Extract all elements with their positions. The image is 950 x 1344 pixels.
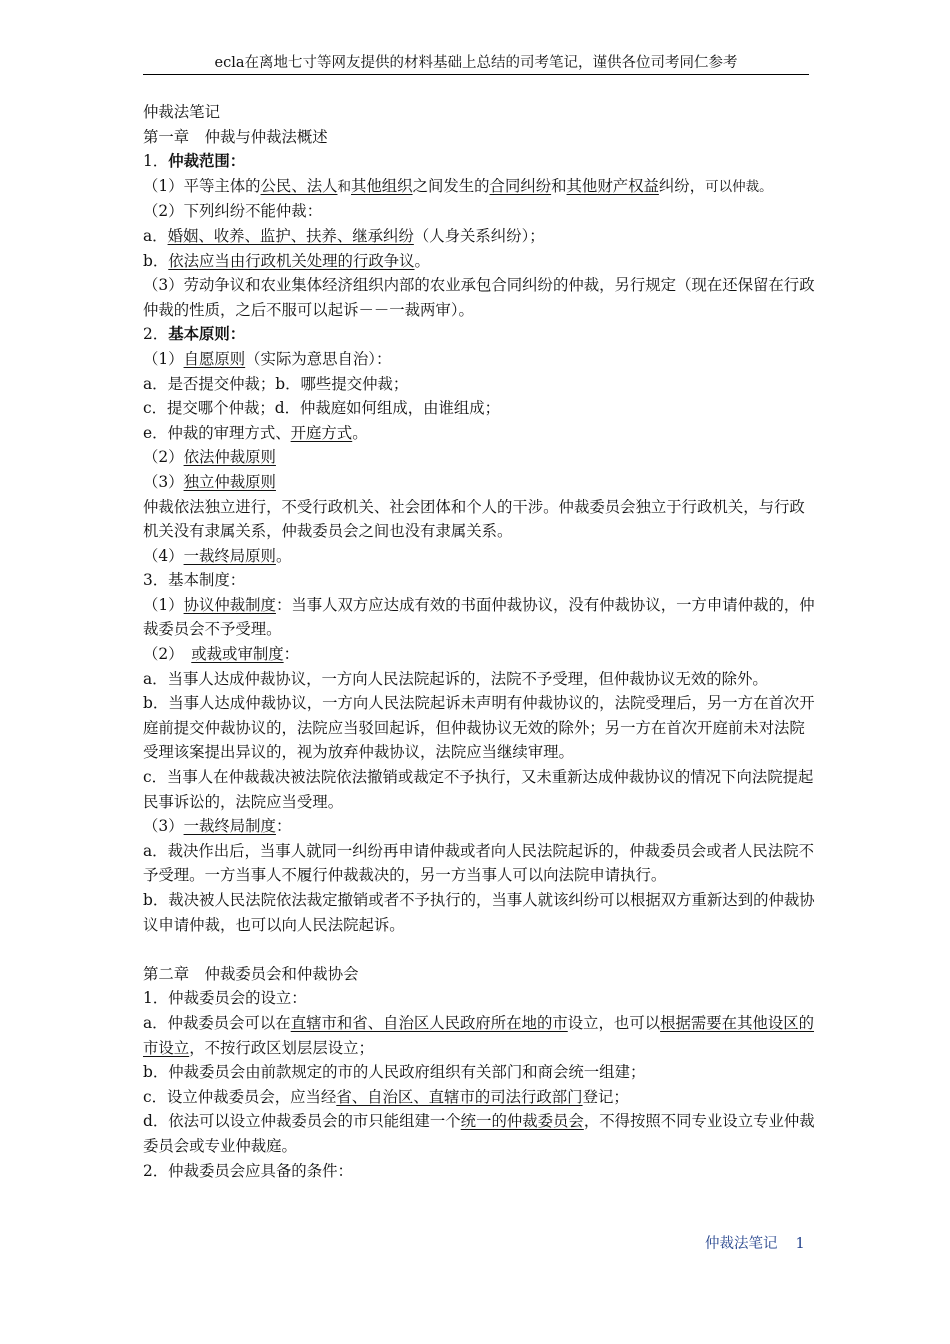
section-heading: 1．仲裁委员会的设立： bbox=[143, 989, 307, 1008]
paragraph: e．仲裁的审理方式、开庭方式。 bbox=[143, 423, 368, 442]
paragraph: b．依法应当由行政机关处理的行政争议。 bbox=[143, 251, 430, 270]
paragraph: （1）自愿原则（实际为意思自治）： bbox=[143, 349, 392, 368]
paragraph: b．裁决被人民法院依法裁定撤销或者不予执行的，当事人就该纠纷可以根据双方重新达到的仲裁协议申请仲裁，也可以向人民法院起诉。 bbox=[143, 891, 815, 934]
blank-line bbox=[143, 937, 819, 962]
paragraph: a．仲裁委员会可以在直辖市和省、自治区人民政府所在地的市设立，也可以根据需要在其他设区的市设立，不按行政区划层层设立； bbox=[143, 1013, 815, 1057]
paragraph: a．裁决作出后，当事人就同一纠纷再申请仲裁或者向人民法院起诉的，仲裁委员会或者人民法院不予受理。一方当事人不履行仲裁裁决的，另一方当事人可以向法院申请执行。 bbox=[143, 841, 814, 885]
paragraph: （4）一裁终局原则。 bbox=[143, 546, 292, 565]
paragraph: c．设立仲裁委员会，应当经省、自治区、直辖市的司法行政部门登记； bbox=[143, 1087, 629, 1106]
doc-title: 仲裁法笔记 bbox=[143, 103, 220, 121]
paragraph: b．当事人达成仲裁协议，一方向人民法院起诉未声明有仲裁协议的，法院受理后，另一方在首次开庭前提交仲裁协议的，法院应当驳回起诉，但仲裁协议无效的除外；另一方在首次开庭前未对法院受理该案提出异议的，视为放弃仲裁协议，法院应当继续审理。 bbox=[143, 694, 815, 762]
paragraph: （3）一裁终局制度： bbox=[143, 817, 292, 836]
paragraph: （2）下列纠纷不能仲裁： bbox=[143, 202, 323, 221]
chapter-2-heading: 第二章 仲裁委员会和仲裁协会 bbox=[143, 964, 359, 983]
paragraph: 仲裁依法独立进行，不受行政机关、社会团体和个人的干涉。仲裁委员会独立于行政机关，与行政机关没有隶属关系，仲裁委员会之间也没有隶属关系。 bbox=[143, 497, 805, 541]
section-1-heading: 1．仲裁范围： bbox=[143, 152, 246, 171]
paragraph: （3）独立仲裁原则 bbox=[143, 472, 276, 491]
page-header: ecla在离地七寸等网友提供的材料基础上总结的司考笔记，谨供各位司考同仁参考 bbox=[143, 54, 809, 75]
paragraph: a．是否提交仲裁；b．哪些提交仲裁； bbox=[143, 374, 409, 393]
paragraph: b．仲裁委员会由前款规定的市的人民政府组织有关部门和商会统一组建； bbox=[143, 1063, 646, 1082]
page-number: 1 bbox=[795, 1236, 805, 1252]
paragraph: （3）劳动争议和农业集体经济组织内部的农业承包合同纠纷的仲裁，另行规定（现在还保留在行政仲裁的性质，之后不服可以起诉－－一裁两审）。 bbox=[143, 276, 815, 319]
paragraph: （1）平等主体的公民、法人和其他组织之间发生的合同纠纷和其他财产权益纠纷，可以仲裁。 bbox=[143, 176, 773, 195]
paragraph: d．依法可以设立仲裁委员会的市只能组建一个统一的仲裁委员会，不得按照不同专业设立专业仲裁委员会或专业仲裁庭。 bbox=[143, 1112, 815, 1155]
document-body bbox=[143, 100, 819, 1183]
paragraph: a．当事人达成仲裁协议，一方向人民法院起诉的，法院不予受理，但仲裁协议无效的除外。 bbox=[143, 669, 768, 688]
chapter-1-heading: 第一章 仲裁与仲裁法概述 bbox=[143, 127, 328, 146]
paragraph: （2）依法仲裁原则 bbox=[143, 448, 276, 467]
page-footer bbox=[705, 1232, 805, 1253]
paragraph: a．婚姻、收养、监护、扶养、继承纠纷（人身关系纠纷）； bbox=[143, 226, 545, 245]
paragraph: c．提交哪个仲裁；d．仲裁庭如何组成，由谁组成； bbox=[143, 399, 501, 418]
section-3-heading: 3．基本制度： bbox=[143, 571, 246, 590]
paragraph: c．当事人在仲裁裁决被法院依法撤销或裁定不予执行，又未重新达成仲裁协议的情况下向法院提起民事诉讼的，法院应当受理。 bbox=[143, 768, 814, 811]
section-heading: 2．仲裁委员会应具备的条件： bbox=[143, 1161, 353, 1180]
paragraph: （1）协议仲裁制度：当事人双方应达成有效的书面仲裁协议，没有仲裁协议，一方申请仲裁的，仲裁委员会不予受理。 bbox=[143, 595, 815, 639]
paragraph: （2） 或裁或审制度： bbox=[143, 645, 300, 664]
footer-label: 仲裁法笔记 bbox=[705, 1236, 778, 1252]
section-2-heading: 2．基本原则： bbox=[143, 325, 246, 344]
